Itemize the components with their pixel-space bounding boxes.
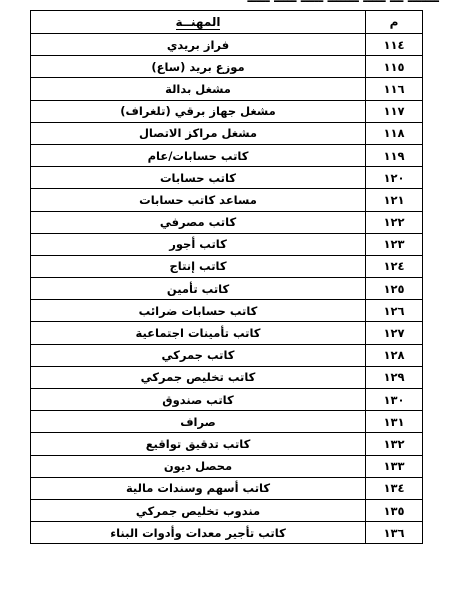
row-number: ١٣٠ — [366, 389, 423, 411]
row-occupation: كاتب إنتاج — [31, 255, 366, 277]
table-row — [31, 167, 423, 189]
row-number: ١١٤ — [366, 34, 423, 56]
header-occupation-label: المهنــة — [175, 14, 221, 29]
table-row — [31, 477, 423, 499]
table-row — [31, 300, 423, 322]
row-number: ١١٩ — [366, 144, 423, 166]
table-row — [31, 144, 423, 166]
row-number: ١٢٧ — [366, 322, 423, 344]
table-row — [31, 100, 423, 122]
row-number: ١٢٣ — [366, 233, 423, 255]
table-row — [31, 211, 423, 233]
row-number: ١٣٤ — [366, 477, 423, 499]
row-occupation: كاتب تأمينات اجتماعية — [31, 322, 366, 344]
row-number: ١٣٥ — [366, 499, 423, 521]
row-occupation: مشغل بدالة — [31, 78, 366, 100]
row-number: ١٢٦ — [366, 300, 423, 322]
table-row — [31, 233, 423, 255]
row-number: ١٢٨ — [366, 344, 423, 366]
row-number: ١٣٢ — [366, 433, 423, 455]
table-row — [31, 56, 423, 78]
row-number: ١١٨ — [366, 122, 423, 144]
row-number: ١٣١ — [366, 411, 423, 433]
row-number: ١٢٥ — [366, 278, 423, 300]
table-row — [31, 255, 423, 277]
row-occupation: صراف — [31, 411, 366, 433]
row-number: ١٣٣ — [366, 455, 423, 477]
row-occupation: كاتب أجور — [31, 233, 366, 255]
table-row — [31, 433, 423, 455]
row-occupation: مندوب تخليص جمركي — [31, 499, 366, 521]
row-number: ١١٧ — [366, 100, 423, 122]
header-occupation — [31, 11, 366, 34]
header-number: م — [366, 11, 423, 34]
row-number: ١٢١ — [366, 189, 423, 211]
table-body — [31, 34, 423, 544]
table-row — [31, 278, 423, 300]
row-number: ١١٥ — [366, 56, 423, 78]
table-row — [31, 78, 423, 100]
row-number: ١٢٠ — [366, 167, 423, 189]
table-row — [31, 499, 423, 521]
table-row — [31, 366, 423, 388]
row-occupation: كاتب مصرفي — [31, 211, 366, 233]
row-number: ١٢٤ — [366, 255, 423, 277]
row-occupation: موزع بريد (ساع) — [31, 56, 366, 78]
row-occupation: كاتب حسابات — [31, 167, 366, 189]
row-occupation: محصل ديون — [31, 455, 366, 477]
cut-off-heading — [0, 0, 451, 7]
row-occupation: كاتب جمركي — [31, 344, 366, 366]
row-occupation: كاتب حسابات/عام — [31, 144, 366, 166]
row-occupation: كاتب حسابات ضرائب — [31, 300, 366, 322]
row-occupation: كاتب تأجير معدات وأدوات البناء — [31, 522, 366, 544]
row-occupation: كاتب تخليص جمركي — [31, 366, 366, 388]
table-row — [31, 322, 423, 344]
table-row — [31, 389, 423, 411]
table-row — [31, 34, 423, 56]
table-header-row — [31, 11, 423, 34]
row-occupation: كاتب أسهم وسندات مالية — [31, 477, 366, 499]
row-number: ١٣٦ — [366, 522, 423, 544]
row-occupation: كاتب صندوق — [31, 389, 366, 411]
row-number: ١٢٢ — [366, 211, 423, 233]
row-occupation: فراز بريدي — [31, 34, 366, 56]
row-occupation: مساعد كاتب حسابات — [31, 189, 366, 211]
table-row — [31, 455, 423, 477]
occupations-table — [30, 10, 423, 544]
table-row — [31, 522, 423, 544]
row-number: ١٢٩ — [366, 366, 423, 388]
row-occupation: كاتب تأمين — [31, 278, 366, 300]
row-occupation: كاتب تدقيق تواقيع — [31, 433, 366, 455]
table-row — [31, 122, 423, 144]
row-occupation: مشغل جهاز برقي (تلغراف) — [31, 100, 366, 122]
table-row — [31, 411, 423, 433]
table-row — [31, 344, 423, 366]
row-number: ١١٦ — [366, 78, 423, 100]
cut-off-heading-glyphs — [247, 0, 439, 6]
row-occupation: مشغل مراكز الاتصال — [31, 122, 366, 144]
table-row — [31, 189, 423, 211]
